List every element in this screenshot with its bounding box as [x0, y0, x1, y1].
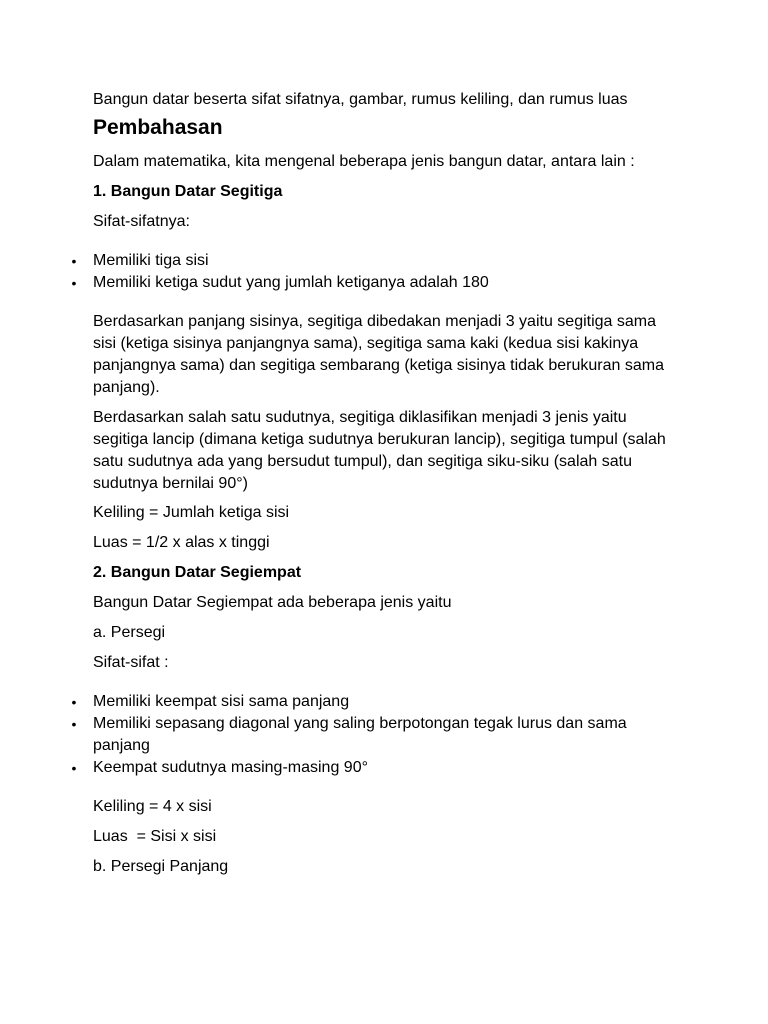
section2-props-list [71, 691, 683, 779]
bullet-icon: • [71, 694, 77, 710]
section1-paragraph-angles: Berdasarkan salah satu sudutnya, segitiga diklasifikan menjadi 3 jenis yaitu segitiga lancip (dimana ketiga sudutnya berukuran lancip), segitiga tumpul (salah satu sudutnya ada yang bersudut tumpul), dan segitiga siku-siku (salah satu sudutnya bernilai 90°) [93, 409, 666, 492]
bullet-icon: • [71, 275, 77, 291]
list-item: • Memiliki sepasang diagonal yang saling berpotongan tegak lurus dan sama panjang [93, 713, 683, 757]
bullet-icon: • [71, 760, 77, 776]
bullet-icon: • [71, 253, 77, 269]
section2-sub-b: b. Persegi Panjang [93, 858, 229, 875]
section1-props-list [71, 250, 683, 294]
document-page [71, 89, 683, 878]
section2-luas-formula: Luas = Sisi x sisi [93, 828, 217, 845]
section2-intro: Bangun Datar Segiempat ada beberapa jenis yaitu [93, 594, 452, 611]
list-item: • Memiliki ketiga sudut yang jumlah ketiganya adalah 180 [93, 272, 683, 294]
bullet-icon: • [71, 716, 77, 732]
section2-sub-a: a. Persegi [93, 624, 166, 641]
section2-title: 2. Bangun Datar Segiempat [93, 564, 302, 581]
list-item: • Keempat sudutnya masing-masing 90° [93, 757, 683, 779]
list-item: • Memiliki keempat sisi sama panjang [93, 691, 683, 713]
section-heading-pembahasan: Pembahasan [93, 116, 223, 139]
section1-luas-formula: Luas = 1/2 x alas x tinggi [93, 534, 270, 551]
list-item: • Memiliki tiga sisi [93, 250, 683, 272]
section2-props-label: Sifat-sifat : [93, 654, 169, 671]
section1-keliling-formula: Keliling = Jumlah ketiga sisi [93, 504, 290, 521]
section1-paragraph-sides: Berdasarkan panjang sisinya, segitiga dibedakan menjadi 3 yaitu segitiga sama sisi (ketiga sisinya panjangnya sama), segitiga sama kaki (kedua sisi kakinya panjangnya sama) dan segitiga sembarang (ketiga sisinya tidak berukuran sama panjang). [93, 313, 664, 396]
section1-title: 1. Bangun Datar Segitiga [93, 183, 283, 200]
document-title: Bangun datar beserta sifat sifatnya, gambar, rumus keliling, dan rumus luas [93, 91, 628, 108]
intro-paragraph: Dalam matematika, kita mengenal beberapa jenis bangun datar, antara lain : [93, 153, 635, 170]
section2-keliling-formula: Keliling = 4 x sisi [93, 798, 212, 815]
section1-props-label: Sifat-sifatnya: [93, 213, 190, 230]
